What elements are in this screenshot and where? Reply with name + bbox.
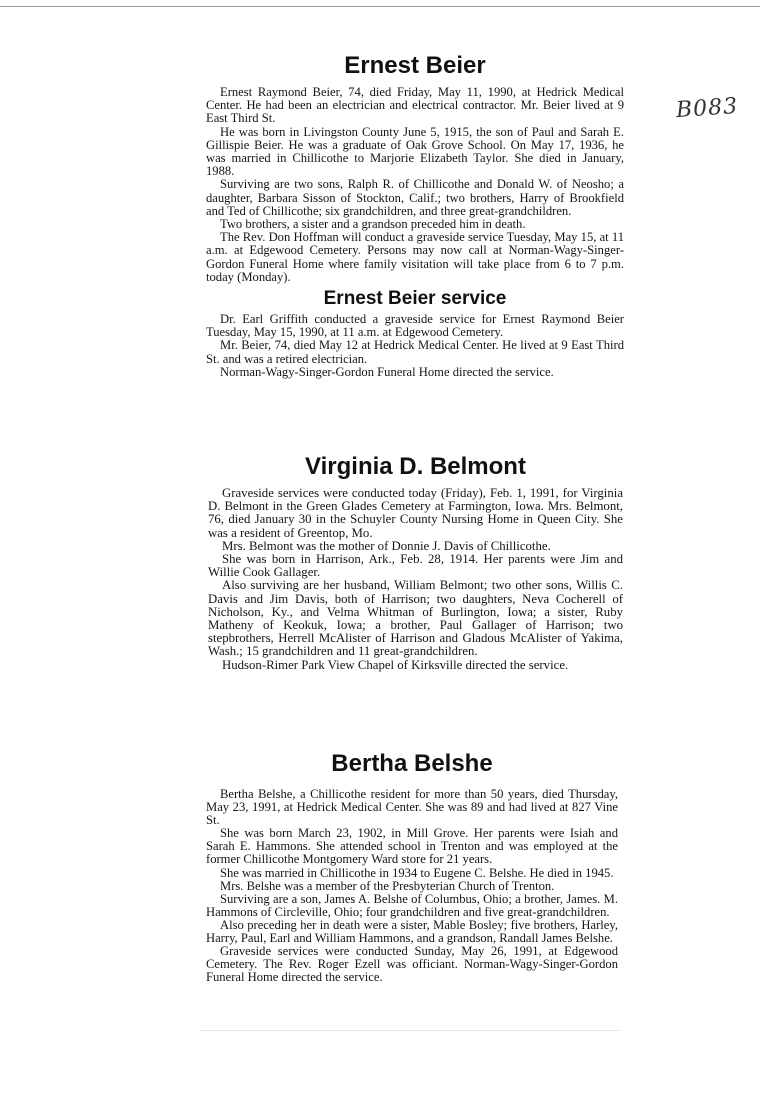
obituary-paragraph: She was married in Chillicothe in 1934 to Eugene C. Belshe. He died in 1945. xyxy=(220,865,614,880)
top-border-rule xyxy=(0,6,760,7)
obituary-paragraph: She was born in Harrison, Ark., Feb. 28, 1914. Her parents were Jim and Willie Cook Gallager. xyxy=(208,552,623,580)
obituary-paragraph: Mrs. Belmont was the mother of Donnie J. Davis of Chillicothe. xyxy=(222,538,551,553)
obituary-paragraph: Ernest Raymond Beier, 74, died Friday, May 11, 1990, at Hedrick Medical Center. He had been an electrician and electrical contractor. Mr. Beier lived at 9 East Third St. xyxy=(206,85,624,126)
obituary-paragraph: Also surviving are her husband, William Belmont; two other sons, Willis C. Davis and Jim Davis, both of Harrison; two daughters, Neva Cocherell of Nicholson, Ky., and Velma Whitman of Burlington, Iowa; a sister, Ruby Matheny of Keokuk, Iowa; a brother, Paul Gallager of Harrison; two stepbrothers, Herrell McAlister of Harrison and Gladous McAlister of Yakima, Wash.; 15 grandchildren and 11 great-grandchildren. xyxy=(208,578,623,659)
service-notice-paragraph: Mr. Beier, 74, died May 12 at Hedrick Medical Center. He lived at 9 East Third St. and was a retired electrician. xyxy=(206,338,624,366)
handwritten-margin-note: B083 xyxy=(675,93,739,124)
obituary-paragraph: She was born March 23, 1902, in Mill Grove. Her parents were Isiah and Sarah E. Hammons. She attended school in Trenton and was employed at the former Chillicothe Montgomery Ward store for 21 years. xyxy=(206,826,618,867)
obituary-paragraph: The Rev. Don Hoffman will conduct a graveside service Tuesday, May 15, at 11 a.m. at Edgewood Cemetery. Persons may now call at Norman-Wagy-Singer-Gordon Funeral Home where family visitation will take place from 6 to 7 p.m. today (Monday). xyxy=(206,230,624,284)
obituary-paragraph: Bertha Belshe, a Chillicothe resident for more than 50 years, died Thursday, May 23, 1991, at Hedrick Medical Center. She was 89 and had lived at 827 Vine St. xyxy=(206,787,618,828)
obituary-title: Ernest Beier xyxy=(344,52,486,79)
obituary-virginia-belmont xyxy=(208,453,623,672)
obituary-paragraph: Mrs. Belshe was a member of the Presbyterian Church of Trenton. xyxy=(220,878,555,893)
obituary-title: Bertha Belshe xyxy=(331,750,493,777)
scan-smudge xyxy=(200,1030,620,1031)
service-notice-paragraph: Norman-Wagy-Singer-Gordon Funeral Home directed the service. xyxy=(220,364,554,379)
obituary-paragraph: Graveside services were conducted today (Friday), Feb. 1, 1991, for Virginia D. Belmont in the Green Glades Cemetery at Farmington, Iowa. Mrs. Belmont, 76, died January 30 in the Schuyler County Nursing Home in Queen City. She was a resident of Greentop, Mo. xyxy=(208,486,623,540)
service-notice-paragraph: Dr. Earl Griffith conducted a graveside service for Ernest Raymond Beier Tuesday, May 15, 1990, at 11 a.m. at Edgewood Cemetery. xyxy=(206,312,624,340)
obituary-paragraph: Hudson-Rimer Park View Chapel of Kirksville directed the service. xyxy=(222,657,569,672)
obituary-paragraph: He was born in Livingston County June 5, 1915, the son of Paul and Sarah E. Gillispie Beier. He was a graduate of Oak Grove School. On May 17, 1936, he was married in Chillicothe to Marjorie Elizabeth Taylor. She died in January, 1988. xyxy=(206,124,624,179)
obituary-ernest-beier xyxy=(206,52,624,379)
service-notice-title: Ernest Beier service xyxy=(323,288,507,310)
obituary-paragraph: Two brothers, a sister and a grandson preceded him in death. xyxy=(220,217,526,232)
obituary-paragraph: Surviving are two sons, Ralph R. of Chillicothe and Donald W. of Neosho; a daughter, Barbara Sisson of Stockton, Calif.; two brothers, Harry of Brookfield and Ted of Chillicothe; six grandchildren, and three great-grandchildren. xyxy=(206,177,624,218)
obituary-paragraph: Surviving are a son, James A. Belshe of Columbus, Ohio; a brother, James. M. Hammons of Circleville, Ohio; four grandchildren and five great-grandchildren. xyxy=(206,891,618,919)
obituary-paragraph: Also preceding her in death were a sister, Mable Bosley; five brothers, Harley, Harry, Paul, Earl and William Hammons, and a grandson, Randall James Belshe. xyxy=(206,917,618,946)
obituary-bertha-belshe xyxy=(206,750,618,984)
obituary-title: Virginia D. Belmont xyxy=(305,453,526,480)
obituary-paragraph: Graveside services were conducted Sunday, May 26, 1991, at Edgewood Cemetery. The Rev. Roger Ezell was officiant. Norman-Wagy-Singer-Gordon Funeral Home directed the service. xyxy=(206,944,618,985)
